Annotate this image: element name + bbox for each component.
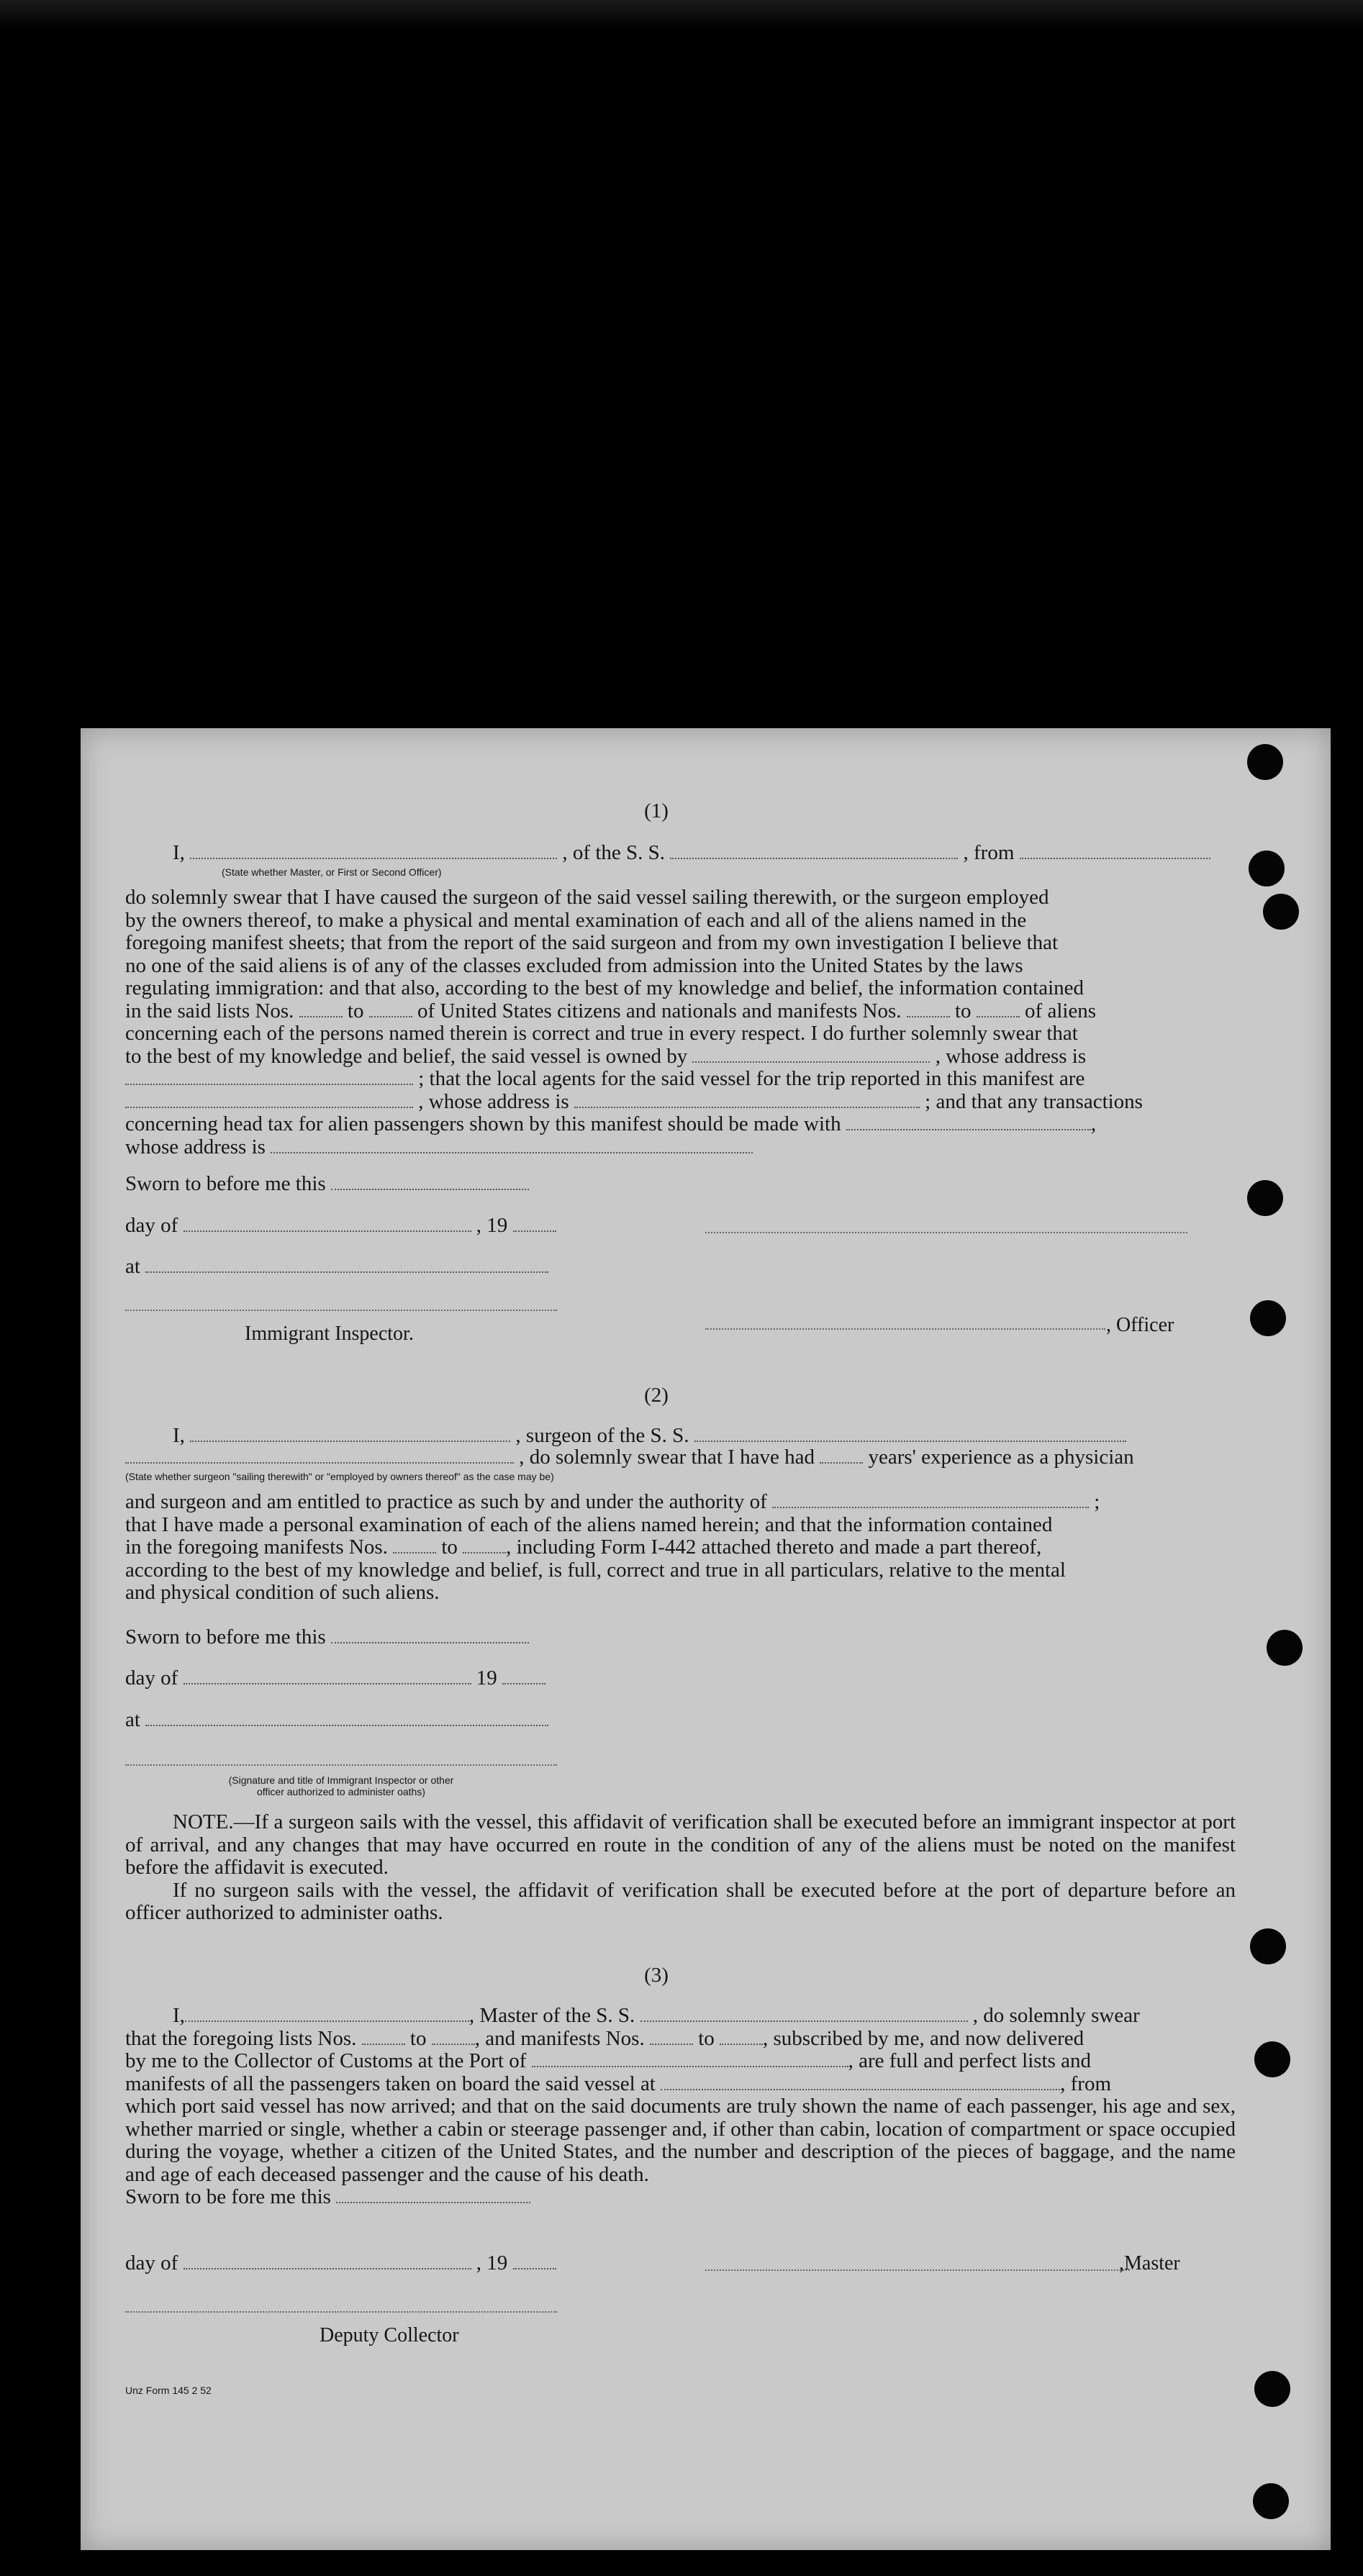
punch-hole xyxy=(1250,1300,1286,1336)
sec2-surgeon-note: (State whether surgeon "sailing therewith" or "employed by owners thereof" as the case may be) xyxy=(125,1471,554,1482)
sec1-agents-line: ; that the local agents for the said vessel for the trip reported in this manifest are xyxy=(125,1068,1236,1091)
manifests-from-field[interactable] xyxy=(907,1000,950,1017)
punch-hole xyxy=(1263,894,1299,930)
sec2-authority-line: and surgeon and am entitled to practice as such by and under the authority of ; xyxy=(125,1490,1100,1513)
punch-hole xyxy=(1254,2041,1290,2077)
section-2-number: (2) xyxy=(644,1384,669,1407)
manifest-affidavit-page xyxy=(81,728,1331,2550)
sec2-line2: , do solemnly swear that I have had years' experience as a physician xyxy=(125,1446,1134,1469)
immigrant-inspector-label: Immigrant Inspector. xyxy=(245,1323,414,1345)
punch-hole xyxy=(1249,851,1285,886)
punch-hole xyxy=(1247,1180,1283,1216)
authority-field[interactable] xyxy=(772,1491,1089,1508)
sec3-year-field[interactable] xyxy=(513,2252,556,2269)
sec3-sworn-field[interactable] xyxy=(336,2186,530,2203)
sec2-day-field[interactable] xyxy=(184,1667,471,1684)
sec3-line4: manifests of all the passengers taken on board the said vessel at , from xyxy=(125,2072,1111,2095)
sec3-day-field[interactable] xyxy=(184,2252,471,2269)
sec3-master-name-field[interactable] xyxy=(185,2005,469,2022)
sec2-day: day of 19 xyxy=(125,1667,545,1690)
headtax-field[interactable] xyxy=(846,1113,1091,1130)
owner-field[interactable] xyxy=(692,1046,930,1063)
sec1-at-field[interactable] xyxy=(145,1256,548,1273)
scan-edge xyxy=(0,0,1363,29)
sec2-sworn-field[interactable] xyxy=(331,1626,529,1643)
sec1-body-line: do solemnly swear that I have caused the surgeon of the said vessel sailing therewith, or the surgeon employed xyxy=(125,886,1049,909)
punch-hole xyxy=(1254,2371,1290,2407)
sec1-body xyxy=(125,886,1236,1158)
sec1-whose-address-line: whose address is xyxy=(125,1136,1236,1159)
sec1-signature-line[interactable] xyxy=(705,1232,1187,1233)
surgeon-name-field[interactable] xyxy=(190,1425,510,1442)
sec2-body-line: according to the best of my knowledge and belief, is full, correct and true in all particulars, relative to the mental xyxy=(125,1558,1066,1582)
sec2-body xyxy=(125,1491,1236,1605)
sec1-body-line: regulating immigration: and that also, according to the best of my knowledge and belief, the information contained xyxy=(125,976,1084,999)
vessel-name-field[interactable] xyxy=(670,842,958,859)
master-signature-line[interactable] xyxy=(705,2269,1130,2271)
deputy-collector-label: Deputy Collector xyxy=(320,2324,459,2346)
sec2-manifests-line: in the foregoing manifests Nos. to , including Form I-442 attached thereto and made a part thereof, xyxy=(125,1536,1042,1559)
collector-port-field[interactable] xyxy=(532,2050,848,2067)
sec2-signature-note: (Signature and title of Immigrant Inspector or other officer authorized to administer oaths) xyxy=(228,1774,454,1797)
sec3-body xyxy=(125,2005,1236,2209)
owner-address-field[interactable] xyxy=(125,1068,413,1085)
sec3-manifests-from-field[interactable] xyxy=(650,2028,693,2045)
agents-address-field[interactable] xyxy=(574,1091,920,1108)
sec1-sworn-field[interactable] xyxy=(331,1173,529,1190)
surgeon-type-field[interactable] xyxy=(125,1446,514,1464)
sec1-inspector-line[interactable] xyxy=(125,1310,557,1311)
headtax-address-field[interactable] xyxy=(271,1136,753,1153)
punch-hole xyxy=(1267,1630,1303,1666)
sec3-line2: that the foregoing lists Nos. to , and manifests Nos. to , subscribed by me, and now delivered xyxy=(125,2026,1084,2050)
sec3-manifests-to-field[interactable] xyxy=(720,2028,763,2045)
sec3-vessel-field[interactable] xyxy=(640,2005,968,2022)
sec3-body-text: which port said vessel has now arrived; and that on the said documents are truly shown the name of each passenger, his age and sex, whether married or single, whether a cabin or steerage passenger and, if other than cabin, location of compartment or space occupied during the voyage, whether a citizen of the United States, and the number and description of the pieces of baggage, and the name and age of each deceased passenger and the cause of his death. xyxy=(125,2095,1236,2186)
sec2-signature-line[interactable] xyxy=(125,1764,557,1766)
sec1-headtax-line: concerning head tax for alien passengers shown by this manifest should be made with , xyxy=(125,1112,1097,1135)
sec3-line3: by me to the Collector of Customs at the Port of , are full and perfect lists and xyxy=(125,2049,1092,2072)
master-name-field[interactable] xyxy=(190,842,557,859)
sec2-vessel-field[interactable] xyxy=(694,1425,1126,1442)
deputy-collector-line[interactable] xyxy=(125,2311,557,2313)
sec1-agents-address-line: , whose address is ; and that any transactions xyxy=(125,1091,1236,1114)
boarding-port-field[interactable] xyxy=(661,2073,1060,2090)
agents-field[interactable] xyxy=(125,1091,413,1108)
section-1-number: (1) xyxy=(644,799,669,822)
sec1-rank-note: (State whether Master, or First or Second Officer) xyxy=(222,866,442,878)
sec1-year-field[interactable] xyxy=(513,1215,556,1232)
from-port-field[interactable] xyxy=(1020,842,1210,859)
sec2-year-field[interactable] xyxy=(502,1667,545,1684)
sec2-manifests-to-field[interactable] xyxy=(463,1536,506,1554)
officer-signature-line[interactable] xyxy=(705,1328,1105,1330)
sec1-day: day of , 19 xyxy=(125,1215,556,1237)
years-experience-field[interactable] xyxy=(820,1446,863,1464)
sec1-lists-line: in the said lists Nos. to of United States citizens and nationals and manifests Nos. to of aliens xyxy=(125,999,1097,1022)
sec3-line1: I, , Master of the S. S. , do solemnly swear xyxy=(173,2004,1140,2027)
sec1-body-line: by the owners thereof, to make a physical and mental examination of each and all of the aliens named in the xyxy=(125,908,1027,932)
lists-to-field[interactable] xyxy=(369,1000,412,1017)
sec1-line1 xyxy=(173,842,1210,864)
note-text-1: NOTE.—If a surgeon sails with the vessel, this affidavit of verification shall be executed before an immigrant inspector at port of arrival, and any changes that may have occurred en route in the condition of any of the aliens must be noted on the manifest before the affidavit is executed. xyxy=(125,1810,1236,1879)
sec2-at: at xyxy=(125,1709,548,1731)
sec1-sworn: Sworn to before me this xyxy=(125,1173,529,1195)
form-number: Unz Form 145 2 52 xyxy=(125,2385,212,2396)
sec1-from-label: , from xyxy=(963,841,1015,864)
sec1-body-line: foregoing manifest sheets; that from the report of the said surgeon and from my own investigation I believe that xyxy=(125,931,1059,954)
punch-hole xyxy=(1253,2483,1289,2519)
sec1-body-line: concerning each of the persons named therein is correct and true in every respect. I do further solemnly swear that xyxy=(125,1022,1078,1045)
sec1-ss-label: , of the S. S. xyxy=(562,841,666,864)
sec2-line1: I, , surgeon of the S. S. xyxy=(173,1425,1126,1447)
sec2-at-field[interactable] xyxy=(145,1709,548,1726)
lists-from-field[interactable] xyxy=(299,1000,343,1017)
sec2-manifests-from-field[interactable] xyxy=(393,1536,436,1554)
sec3-day: day of , 19 xyxy=(125,2252,556,2275)
sec1-owner-line: to the best of my knowledge and belief, the said vessel is owned by , whose address is xyxy=(125,1044,1087,1068)
sec1-day-field[interactable] xyxy=(184,1215,471,1232)
sec2-body-line: and physical condition of such aliens. xyxy=(125,1581,440,1604)
punch-hole xyxy=(1250,1928,1286,1964)
sec3-sworn: Sworn to be fore me this xyxy=(125,2186,1236,2209)
punch-hole xyxy=(1247,744,1283,780)
note-paragraph xyxy=(125,1811,1236,1925)
section-3-number: (3) xyxy=(644,1964,669,1987)
sec1-i-label: I, xyxy=(173,841,185,864)
sec2-sworn: Sworn to before me this xyxy=(125,1626,529,1648)
sec1-at: at xyxy=(125,1256,548,1278)
sec1-body-line: no one of the said aliens is of any of the classes excluded from admission into the United States by the laws xyxy=(125,953,1023,977)
sec2-body-line: that I have made a personal examination of each of the aliens named herein; and that the information contained xyxy=(125,1513,1053,1536)
sec3-lists-to-field[interactable] xyxy=(432,2028,475,2045)
note-text-2: If no surgeon sails with the vessel, the affidavit of verification shall be executed before at the port of departure before an officer authorized to administer oaths. xyxy=(125,1878,1236,1924)
officer-label: , Officer xyxy=(1106,1314,1174,1336)
sec3-lists-from-field[interactable] xyxy=(362,2028,405,2045)
master-label: ,Master xyxy=(1119,2252,1180,2275)
manifests-to-field[interactable] xyxy=(977,1000,1020,1017)
